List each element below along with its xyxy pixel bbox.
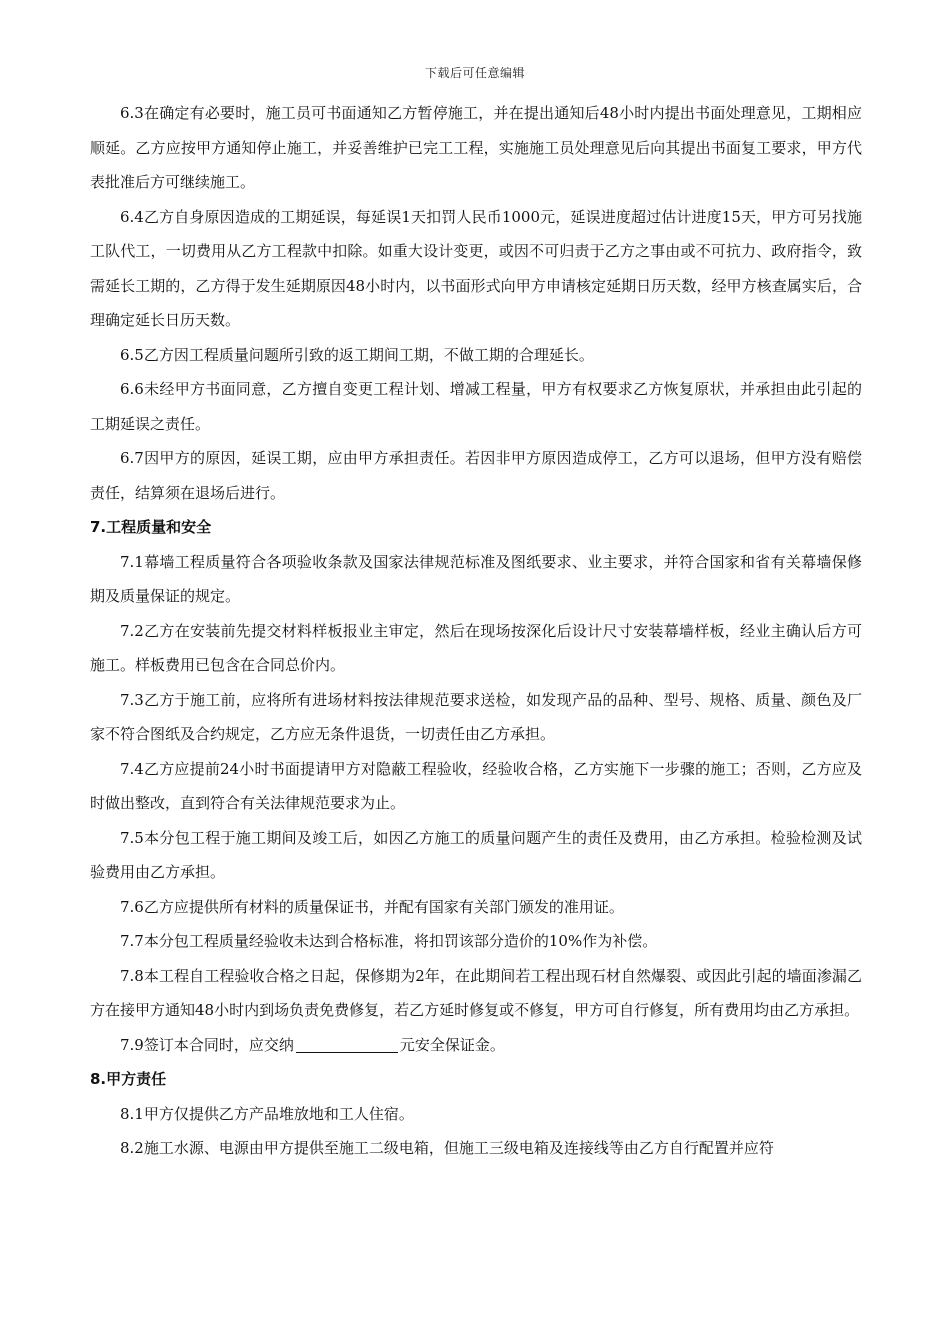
deposit-amount-blank <box>296 1036 398 1053</box>
clause-7-8: 7.8本工程自工程验收合格之日起，保修期为2年，在此期间若工程出现石材自然爆裂、或因此引起的墙面渗漏乙方在接甲方通知48小时内到场负责免费修复，若乙方延时修复或不修复，甲方可自行修复，所有费用均由乙方承担。 <box>90 966 862 1019</box>
clause-8-2: 8.2施工水源、电源由甲方提供至施工二级电箱，但施工三级电箱及连接线等由乙方自行配置并应符 <box>120 1139 774 1157</box>
clause-6-4: 6.4乙方自身原因造成的工期延误，每延误1天扣罚人民币1000元，延误进度超过估计进度15天，甲方可另找施工队代工，一切费用从乙方工程款中扣除。如重大设计变更，或因不可归责于乙方之事由或不可抗力、政府指令，致需延长工期的，乙方得于发生延期原因48小时内，以书面形式向甲方申请核定延期日历天数，经甲方核查属实后，合理确定延长日历天数。 <box>90 207 862 329</box>
clause-7-6: 7.6乙方应提供所有材料的质量保证书，并配有国家有关部门颁发的准用证。 <box>120 897 624 916</box>
clause-7-4: 7.4乙方应提前24小时书面提请甲方对隐蔽工程验收，经验收合格，乙方实施下一步骤的施工；否则，乙方应及时做出整改，直到符合有关法律规范要求为止。 <box>90 759 862 812</box>
clause-7-1: 7.1幕墙工程质量符合各项验收条款及国家法律规范标准及图纸要求、业主要求，并符合国家和省有关幕墙保修期及质量保证的规定。 <box>90 552 862 605</box>
page-header-note: 下载后可任意编辑 <box>424 66 525 80</box>
clause-7-9-text-before: 7.9签订本合同时，应交纳 <box>120 1035 294 1054</box>
clause-7-9-text-after: 元安全保证金。 <box>399 1035 505 1054</box>
clause-7-3: 7.3乙方于施工前，应将所有进场材料按法律规范要求送检，如发现产品的品种、型号、规格、质量、颜色及厂家不符合图纸及合约规定，乙方应无条件退货，一切责任由乙方承担。 <box>90 690 862 743</box>
clause-6-7: 6.7因甲方的原因，延误工期，应由甲方承担责任。若因非甲方原因造成停工，乙方可以退场，但甲方没有赔偿责任，结算须在退场后进行。 <box>90 449 862 502</box>
clause-8-1: 8.1甲方仅提供乙方产品堆放地和工人住宿。 <box>120 1104 414 1123</box>
section-8-heading: 8.甲方责任 <box>90 1070 167 1088</box>
section-7-heading: 7.工程质量和安全 <box>90 518 212 536</box>
document-body <box>90 96 862 1166</box>
clause-6-5: 6.5乙方因工程质量问题所引致的返工期间工期，不做工期的合理延长。 <box>120 345 594 364</box>
clause-7-7: 7.7本分包工程质量经验收未达到合格标准，将扣罚该部分造价的10%作为补偿。 <box>120 932 658 950</box>
clause-7-9 <box>90 1028 862 1063</box>
clause-6-3: 6.3在确定有必要时，施工员可书面通知乙方暂停施工，并在提出通知后48小时内提出书面处理意见，工期相应顺延。乙方应按甲方通知停止施工，并妥善维护已完工工程，实施施工员处理意见后向其提出书面复工要求，甲方代表批准后方可继续施工。 <box>90 104 862 191</box>
clause-7-2: 7.2乙方在安装前先提交材料样板报业主审定，然后在现场按深化后设计尺寸安装幕墙样板，经业主确认后方可施工。样板费用已包含在合同总价内。 <box>90 621 862 674</box>
clause-7-5: 7.5本分包工程于施工期间及竣工后，如因乙方施工的质量问题产生的责任及费用，由乙方承担。检验检测及试验费用由乙方承担。 <box>90 828 862 881</box>
clause-6-6: 6.6未经甲方书面同意，乙方擅自变更工程计划、增减工程量，甲方有权要求乙方恢复原状，并承担由此引起的工期延误之责任。 <box>90 380 862 433</box>
